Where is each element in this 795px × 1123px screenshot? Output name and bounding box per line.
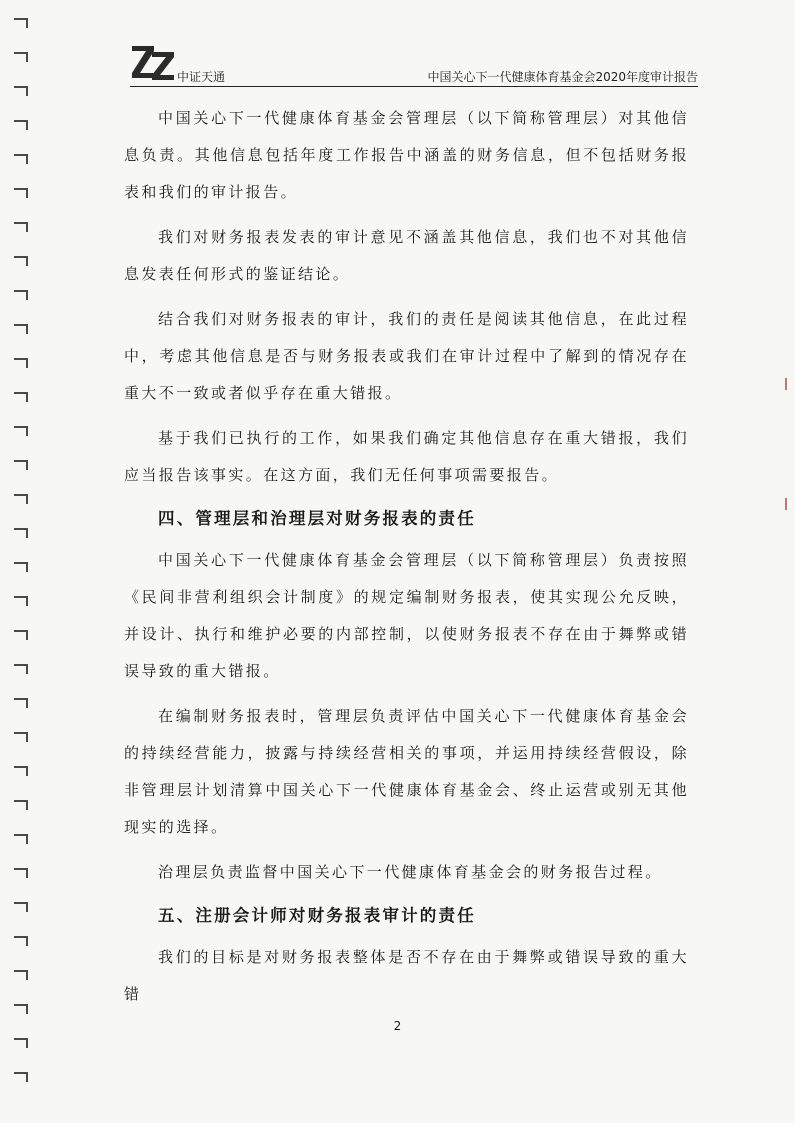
section-heading: 五、注册会计师对财务报表审计的责任	[158, 906, 476, 925]
binding-margin	[10, 18, 34, 1108]
document-body	[124, 100, 689, 1021]
paragraph: 我们对财务报表发表的审计意见不涵盖其他信息，我们也不对其他信息发表任何形式的鉴证结论。	[124, 228, 689, 283]
edge-mark	[785, 498, 787, 510]
section-heading: 四、管理层和治理层对财务报表的责任	[158, 509, 476, 528]
page-header	[130, 38, 698, 87]
paragraph: 中国关心下一代健康体育基金会管理层（以下简称管理层）负责按照《民间非营利组织会计制度》的规定编制财务报表，使其实现公允反映，并设计、执行和维护必要的内部控制，以使财务报表不存在由于舞弊或错误导致的重大错报。	[124, 551, 689, 680]
paragraph: 基于我们已执行的工作，如果我们确定其他信息存在重大错报，我们应当报告该事实。在这方面，我们无任何事项需要报告。	[124, 429, 689, 484]
company-logo-icon	[130, 42, 176, 82]
paragraph: 在编制财务报表时，管理层负责评估中国关心下一代健康体育基金会的持续经营能力，披露与持续经营相关的事项，并运用持续经营假设，除非管理层计划清算中国关心下一代健康体育基金会、终止运营或别无其他现实的选择。	[124, 707, 689, 836]
paragraph: 治理层负责监督中国关心下一代健康体育基金会的财务报告过程。	[158, 863, 663, 881]
report-title: 中国关心下一代健康体育基金会2020年度审计报告	[427, 70, 698, 84]
paragraph: 中国关心下一代健康体育基金会管理层（以下简称管理层）对其他信息负责。其他信息包括年度工作报告中涵盖的财务信息，但不包括财务报表和我们的审计报告。	[124, 109, 689, 201]
edge-mark	[785, 378, 787, 390]
paragraph: 结合我们对财务报表的审计，我们的责任是阅读其他信息，在此过程中，考虑其他信息是否与财务报表或我们在审计过程中了解到的情况存在重大不一致或者似乎存在重大错报。	[124, 310, 689, 402]
page-number: 2	[393, 1019, 402, 1033]
paragraph: 我们的目标是对财务报表整体是否不存在由于舞弊或错误导致的重大错	[124, 948, 689, 1003]
company-name: 中证天通	[177, 70, 226, 84]
